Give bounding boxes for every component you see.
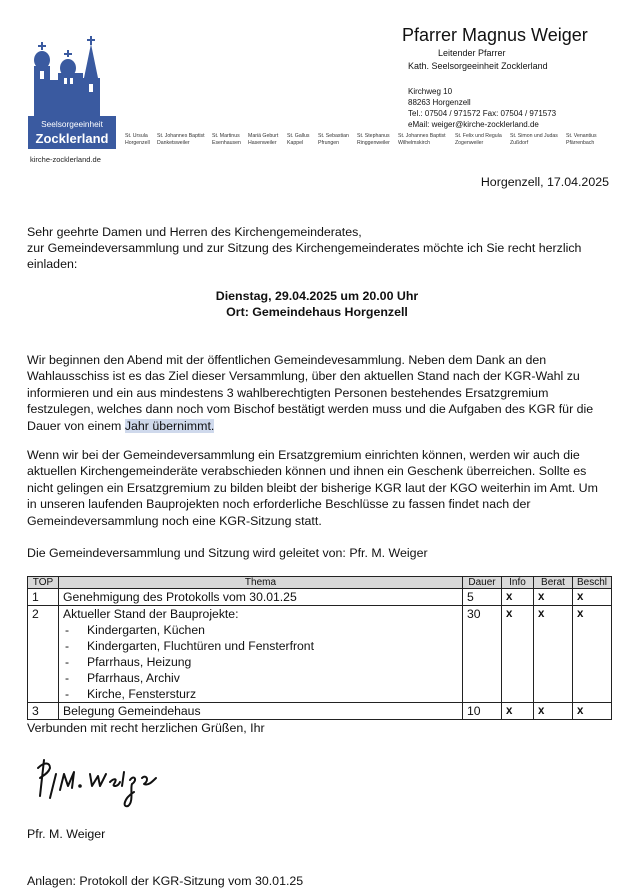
agenda-table xyxy=(27,576,612,720)
parish-item: St. Martinus Esenhausen xyxy=(212,133,241,146)
paragraph-assembly: Wir beginnen den Abend mit der öffentlichen Gemeindevesammlung. Neben dem Dank an den Wahlausschiss ist es das Ziel dieser Versammlung, über den aktuellen Stand nach der KGR-Wahl zu informieren und ein aus mindestens 3 wahlberechtigten Personen bestehendes Ersatzgremium festzulegen, welches dann noch vom Bischof bestätigt werden muss und die Aufgaben des KGR für die Dauer von einem Jahr übernimmt. xyxy=(27,353,594,433)
intro-paragraph: zur Gemeindeversammlung und zur Sitzung des Kirchengemeinderates möchte ich Sie recht herzlich einladen: xyxy=(27,241,582,272)
letter-date: Horgenzell, 17.04.2025 xyxy=(480,175,609,189)
col-top: TOP xyxy=(28,577,59,589)
agenda-subitem: - Pfarrhaus, Archiv xyxy=(63,670,458,686)
highlighted-text: Jahr übernimmt. xyxy=(124,418,215,433)
closing-line: Verbunden mit recht herzlichen Grüßen, Ihr xyxy=(27,721,265,735)
sender-street: Kirchweg 10 xyxy=(408,87,453,96)
parish-item: St. Johannes Baptist Danketsweiler xyxy=(157,133,205,146)
church-logo xyxy=(28,16,116,151)
agenda-subitem: - Kindergarten, Fluchtüren und Fensterfront xyxy=(63,638,458,654)
agenda-header-row xyxy=(28,577,612,589)
col-thema: Thema xyxy=(59,577,463,589)
handwritten-signature xyxy=(34,752,164,812)
sender-name: Pfarrer Magnus Weiger xyxy=(402,25,588,45)
col-dauer: Dauer xyxy=(462,577,501,589)
parish-item: St. Venantius Pfärrenbach xyxy=(566,133,597,146)
meeting-date: Dienstag, 29.04.2025 um 20.00 Uhr xyxy=(215,289,419,303)
sender-phone: Tel.: 07504 / 971572 Fax: 07504 / 971573 xyxy=(408,109,557,118)
col-beschl: Beschl xyxy=(572,577,611,589)
table-row: 3 Belegung Gemeindehaus 10 x x x xyxy=(28,703,612,720)
salutation: Sehr geehrte Damen und Herren des Kirchengemeinderates, xyxy=(27,225,362,239)
sender-role: Leitender Pfarrer xyxy=(438,48,506,58)
logo-line2: Zocklerland xyxy=(35,131,109,146)
meeting-location: Ort: Gemeindehaus Horgenzell xyxy=(226,305,408,320)
parish-item: St. Stephanus Ringgenweiler xyxy=(357,133,390,146)
logo-line1: Seelsorgeeinheit xyxy=(41,119,103,129)
attachment-line: Anlagen: Protokoll der KGR-Sitzung vom 30.01.25 xyxy=(27,874,304,888)
parish-item: St. Johannes Baptist Wilhelmskirch xyxy=(398,133,446,146)
col-berat: Berat xyxy=(533,577,572,589)
parish-item: Mariä Geburt Hasenweiler xyxy=(248,133,279,146)
parish-item: St. Gallus Kappel xyxy=(287,133,310,146)
table-row: 2 Aktueller Stand der Bauprojekte: - Kindergarten, Küchen - Kindergarten, Fluchtüren und Fensterfront - Pfarrhaus, Heizung - Pfarrhaus, Archiv - Kirche, Fenstersturz 30 x x x xyxy=(28,606,612,703)
agenda-subitem: - Pfarrhaus, Heizung xyxy=(63,654,458,670)
agenda-topic: Aktueller Stand der Bauprojekte: xyxy=(63,607,239,621)
parish-item: St. Ursula Horgenzell xyxy=(125,133,150,146)
table-row: 1 Genehmigung des Protokolls vom 30.01.25 5 x x x xyxy=(28,589,612,606)
col-info: Info xyxy=(501,577,533,589)
meeting-details xyxy=(27,288,607,321)
sender-city: 88263 Horgenzell xyxy=(408,98,471,107)
website-link[interactable]: kirche-zocklerland.de xyxy=(30,155,101,164)
parish-item: St. Simon und Judas Zußdorf xyxy=(510,133,558,146)
signature-name: Pfr. M. Weiger xyxy=(27,827,106,841)
sender-email[interactable]: eMail: weiger@kirche-zocklerland.de xyxy=(408,120,539,129)
paragraph-committee: Wenn wir bei der Gemeindeversammlung ein Ersatzgremium einrichten können, werden wir auch die aktuellen Kirchengemeinderäte verabschieden können und ihnen ein Geschenk überreichen. Sollte es nicht gelingen ein Ersatzgremium zu bilden bleibt der bisherige KGR laut der KGO weiterhin im Amt. Um in unseren laufenden Bauprojekten noch erforderliche Beschlüsse zu fassen findet nach der Gemeindeversammlung noch eine KGR-Sitzung statt. xyxy=(27,448,598,528)
parish-item: St. Felix und Regula Zogenweiler xyxy=(455,133,502,146)
parish-item: St. Sebastian Pfrungen xyxy=(318,133,349,146)
sender-unit: Kath. Seelsorgeeinheit Zocklerland xyxy=(408,61,548,71)
chair-line: Die Gemeindeversammlung und Sitzung wird geleitet von: Pfr. M. Weiger xyxy=(27,546,428,560)
agenda-subitem: - Kindergarten, Küchen xyxy=(63,622,458,638)
agenda-subitem: - Kirche, Fenstersturz xyxy=(63,686,458,702)
